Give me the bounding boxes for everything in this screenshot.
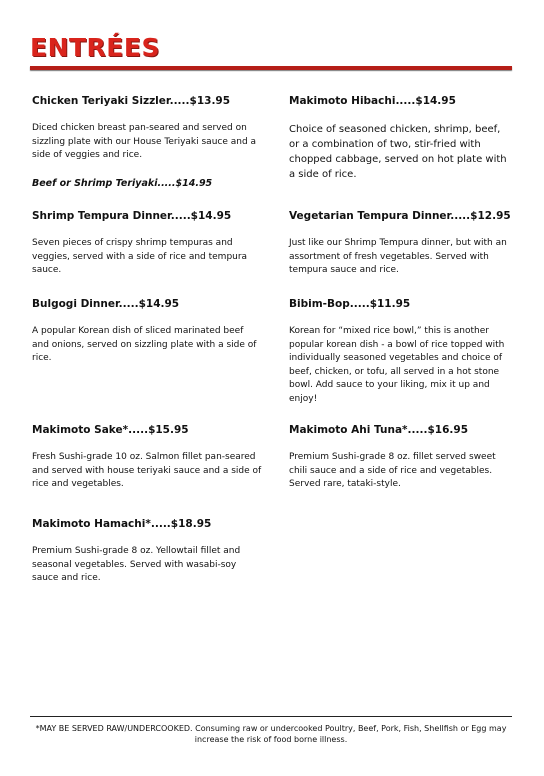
- footnote: *MAY BE SERVED RAW/UNDERCOOKED. Consuming raw or undercooked Poultry, Beef, Pork, Fish, Shellfish or Egg may increase the risk of food borne illness.: [35, 724, 507, 744]
- menu-item-title: Bibim-Bop.....$11.95: [289, 298, 411, 310]
- menu-item-title: Bulgogi Dinner.....$14.95: [32, 298, 180, 310]
- menu-item-title: Chicken Teriyaki Sizzler.....$13.95: [32, 95, 231, 107]
- menu-item-description: Just like our Shrimp Tempura dinner, but with an assortment of fresh vegetables. Served with tempura sauce and rice.: [289, 238, 507, 275]
- menu-item-shrimp-tempura: [32, 209, 262, 278]
- header-divider: [30, 66, 512, 70]
- menu-item-makimoto-ahi-tuna: [289, 423, 513, 492]
- menu-item-title: Makimoto Ahi Tuna*.....$16.95: [289, 424, 469, 436]
- menu-item-description: Korean for “mixed rice bowl,” this is another popular korean dish - a bowl of rice topped with individually seasoned vegetables and choice of beef, chicken, or tofu, all served in a hot stone bowl. Add sauce to your liking, mix it up and enjoy!: [289, 326, 505, 404]
- menu-item-makimoto-hamachi: [32, 517, 262, 586]
- menu-item-description: Choice of seasoned chicken, shrimp, beef, or a combination of two, stir-fried with chopped cabbage, served on hot plate with a side of rice.: [289, 124, 507, 180]
- menu-item-description: A popular Korean dish of sliced marinated beef and onions, served on sizzling plate with a side of rice.: [32, 326, 257, 363]
- menu-item-makimoto-sake: [32, 423, 262, 492]
- menu-item-variant: Beef or Shrimp Teriyaki.....$14.95: [32, 177, 213, 189]
- menu-item-title: Makimoto Hamachi*.....$18.95: [32, 518, 212, 530]
- menu-item-title: Shrimp Tempura Dinner.....$14.95: [32, 210, 232, 222]
- menu-item-vegetarian-tempura: [289, 209, 513, 278]
- menu-item-makimoto-hibachi: [289, 94, 513, 182]
- menu-item-description: Premium Sushi-grade 8 oz. fillet served sweet chili sauce and a side of rice and vegetables. Served rare, tataki-style.: [289, 452, 496, 489]
- menu-item-description: Fresh Sushi-grade 10 oz. Salmon fillet pan-seared and served with house teriyaki sauce and a side of rice and vegetables.: [32, 452, 262, 489]
- menu-item-chicken-teriyaki: [32, 94, 262, 190]
- menu-item-description: Seven pieces of crispy shrimp tempuras and veggies, served with a side of rice and tempura sauce.: [32, 238, 248, 275]
- menu-item-bibim-bop: [289, 297, 513, 406]
- menu-item-title: Makimoto Hibachi.....$14.95: [289, 95, 456, 107]
- menu-item-title: Vegetarian Tempura Dinner.....$12.95: [289, 210, 511, 222]
- menu-item-description: Diced chicken breast pan-seared and served on sizzling plate with our House Teriyaki sauce and a side of veggies and rice.: [32, 123, 257, 160]
- menu-item-bulgogi: [32, 297, 262, 366]
- footer-divider: [30, 716, 512, 717]
- menu-item-description: Premium Sushi-grade 8 oz. Yellowtail fillet and seasonal vegetables. Served with wasabi-soy sauce and rice.: [32, 546, 241, 583]
- page-title: ENTRÉES: [30, 33, 160, 62]
- menu-item-title: Makimoto Sake*.....$15.95: [32, 424, 189, 436]
